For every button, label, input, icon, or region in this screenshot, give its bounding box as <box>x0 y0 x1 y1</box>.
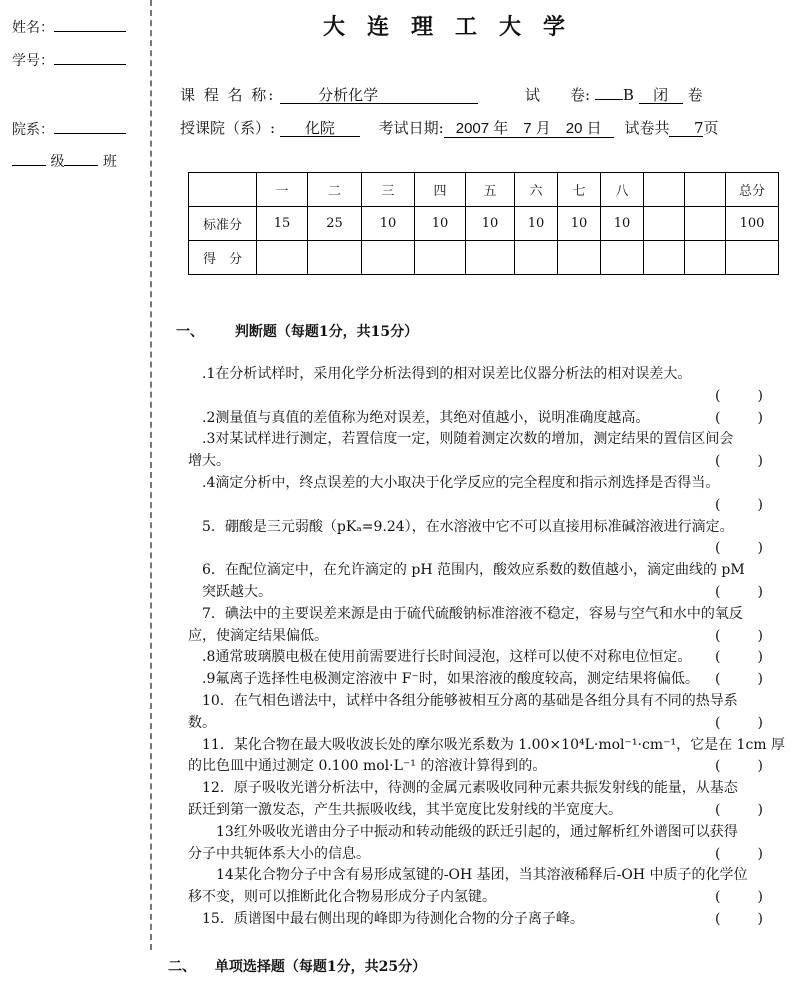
answer-blank[interactable] <box>715 386 763 408</box>
paren-open: ( <box>715 910 721 927</box>
paren-close: ) <box>757 714 763 731</box>
score-cell: 总分 <box>726 173 779 207</box>
paren-open: ( <box>715 540 721 557</box>
score-cell: 25 <box>308 207 362 241</box>
paren-open: ( <box>715 889 721 906</box>
question-text <box>188 865 763 887</box>
answer-blank[interactable] <box>715 626 763 648</box>
paren-close: ) <box>757 583 763 600</box>
pages-label: 试卷共 <box>624 119 670 137</box>
question-line: .3对某试样进行测定，若置信度一定，则随着测定次数的增加，测定结果的置信区间会 <box>188 431 734 448</box>
binding-line <box>150 0 152 950</box>
section2-number: 二、 <box>168 959 196 975</box>
score-input-cell[interactable] <box>466 241 515 275</box>
paren-open: ( <box>715 627 721 644</box>
question-line: 的比色皿中通过测定 0.100 mol·L⁻¹ 的溶液计算得到的。 <box>188 758 547 775</box>
question-item <box>188 909 763 931</box>
section2-title: 单项选择题（每题1分，共25分） <box>214 959 427 975</box>
answer-blank[interactable] <box>715 647 763 669</box>
question-line: 跃迁到第一激发态，产生共振吸收线，其半宽度比发射线的半宽度大。 <box>188 801 622 818</box>
answer-blank[interactable] <box>715 909 763 931</box>
question-text <box>188 604 763 626</box>
question-text <box>188 451 763 473</box>
answer-blank[interactable] <box>715 844 763 866</box>
score-input-cell[interactable] <box>515 241 558 275</box>
question-line: .1在分析试样时，采用化学分析法得到的相对误差比仪器分析法的相对误差大。 <box>188 366 692 382</box>
answer-blank[interactable] <box>715 408 763 430</box>
paren-open: ( <box>715 453 721 470</box>
paren-close: ) <box>757 889 763 906</box>
question-text <box>188 517 763 539</box>
paren-open: ( <box>715 758 721 775</box>
name-label: 姓名： <box>12 20 54 36</box>
score-cell: 10 <box>601 207 644 241</box>
score-cell <box>644 207 685 241</box>
paren-open: ( <box>715 801 721 818</box>
paren-open: ( <box>715 496 721 513</box>
answer-blank[interactable] <box>715 756 763 778</box>
university-title: 大连理工大学 <box>322 14 587 40</box>
question-text <box>188 844 763 866</box>
paren-open: ( <box>715 649 721 666</box>
course-row <box>180 84 478 105</box>
score-table <box>188 172 779 275</box>
question-text <box>188 909 763 931</box>
question-line: 15．质谱图中最右侧出现的峰即为待测化合物的分子离子峰。 <box>188 910 584 927</box>
question-line: 13红外吸收光谱由分子中振动和转动能级的跃迁引起的，通过解析红外谱图可以获得 <box>188 823 738 840</box>
college-label: 授课院（系）: <box>180 119 276 137</box>
class-label: 班 <box>102 154 117 170</box>
question-text <box>188 735 786 757</box>
question-text <box>188 756 763 778</box>
paper-row <box>525 84 702 105</box>
grade-label: 级 <box>50 154 65 170</box>
question-line: 突跃越大。 <box>188 583 272 600</box>
question-line: .4滴定分析中，终点误差的大小取决于化学反应的完全程度和指示剂选择是否得当。 <box>188 474 720 491</box>
section1-title: 判断题（每题1分，共15分） <box>234 324 419 340</box>
question-item <box>188 822 763 866</box>
question-item <box>188 429 763 473</box>
score-cell: 10 <box>558 207 601 241</box>
question-text <box>188 669 763 691</box>
paper-label: 试 卷: <box>525 86 591 104</box>
question-text <box>188 647 763 669</box>
score-cell: 四 <box>415 173 466 207</box>
college-value: 化院 <box>280 120 360 137</box>
question-text <box>188 778 763 800</box>
paper-type: 闭 <box>639 87 683 104</box>
question-item <box>188 735 786 779</box>
paren-close: ) <box>757 910 763 927</box>
pages-suffix: 页 <box>703 119 719 137</box>
question-item <box>188 778 763 822</box>
score-header-row <box>189 173 779 207</box>
score-cell: 三 <box>362 173 415 207</box>
dept-label: 院系： <box>12 122 54 138</box>
question-text <box>188 582 763 604</box>
question-line: 11．某化合物在最大吸收波长处的摩尔吸光系数为 1.00×10⁴L·mol⁻¹·cm⁻¹，它是在 1cm 厚 <box>188 736 786 753</box>
score-input-cell[interactable] <box>601 241 644 275</box>
answer-blank[interactable] <box>715 887 763 909</box>
question-line: 7．碘法中的主要误差来源是由于硫代硫酸钠标准溶液不稳定，容易与空气和水中的氧反 <box>188 605 743 622</box>
college-row <box>180 117 719 138</box>
paren-close: ) <box>757 409 763 426</box>
question-text <box>188 560 763 582</box>
score-input-cell[interactable] <box>415 241 466 275</box>
paper-type-suffix: 卷 <box>687 86 703 104</box>
paren-close: ) <box>757 627 763 644</box>
question-item <box>188 408 763 430</box>
answer-blank[interactable] <box>715 800 763 822</box>
question-text <box>188 626 763 648</box>
id-field[interactable] <box>12 50 126 70</box>
question-text <box>188 800 763 822</box>
question-item <box>188 364 763 408</box>
paren-close: ) <box>757 649 763 666</box>
question-line: .8通常玻璃膜电极在使用前需要进行长时间浸泡，这样可以使不对称电位恒定。 <box>188 649 692 666</box>
grade-class-field[interactable] <box>12 151 117 171</box>
paren-open: ( <box>715 671 721 688</box>
question-line: 分子中共轭体系大小的信息。 <box>188 845 370 862</box>
question-item <box>188 560 763 604</box>
score-cell <box>685 207 726 241</box>
question-line: .2测量值与真值的差值称为绝对误差，其绝对值越小，说明准确度越高。 <box>188 409 650 426</box>
question-item <box>188 691 763 735</box>
question-text <box>188 429 763 451</box>
score-input-cell[interactable] <box>257 241 308 275</box>
question-line: 增大。 <box>188 453 230 470</box>
question-line: .9氟离子选择性电极测定溶液中 F⁻时，如果溶液的酸度较高，测定结果将偏低。 <box>188 671 699 688</box>
question-text <box>188 822 763 844</box>
paren-close: ) <box>757 845 763 862</box>
paren-close: ) <box>757 496 763 513</box>
paren-open: ( <box>715 409 721 426</box>
score-cell: 10 <box>515 207 558 241</box>
dept-field[interactable] <box>12 119 126 139</box>
paren-close: ) <box>757 758 763 775</box>
score-input-cell[interactable] <box>644 241 685 275</box>
score-cell <box>685 173 726 207</box>
question-text <box>188 887 763 909</box>
question-text <box>188 713 763 735</box>
answer-blank[interactable] <box>715 669 763 691</box>
id-label: 学号： <box>12 53 54 69</box>
paren-open: ( <box>715 714 721 731</box>
question-line: 12．原子吸收光谱分析法中，待测的金属元素吸收同种元素共振发射线的能量，从基态 <box>188 780 738 797</box>
score-cell: 10 <box>415 207 466 241</box>
paren-close: ) <box>757 453 763 470</box>
question-item <box>188 669 763 691</box>
paren-open: ( <box>715 583 721 600</box>
score-cell: 10 <box>362 207 415 241</box>
section1-number: 一、 <box>176 324 204 340</box>
score-cell: 100 <box>726 207 779 241</box>
score-input-cell[interactable] <box>558 241 601 275</box>
score-cell <box>189 173 257 207</box>
paper-value: B <box>622 86 634 104</box>
paren-close: ) <box>757 801 763 818</box>
question-line: 6．在配位滴定中，在允许滴定的 pH 范围内，酸效应系数的数值越小，滴定曲线的 pM <box>188 562 745 579</box>
question-item <box>188 517 763 561</box>
score-cell: 标准分 <box>189 207 257 241</box>
question-line: 5．硼酸是三元弱酸（pKₐ=9.24），在水溶液中它不可以直接用标准碱溶液进行滴定。 <box>188 518 734 535</box>
score-cell <box>644 173 685 207</box>
answer-blank[interactable] <box>715 451 763 473</box>
score-cell: 八 <box>601 173 644 207</box>
paren-open: ( <box>715 845 721 862</box>
answer-blank[interactable] <box>715 495 763 517</box>
score-cell: 七 <box>558 173 601 207</box>
score-input-cell[interactable] <box>362 241 415 275</box>
section1-heading <box>176 321 418 341</box>
date-label: 考试日期: <box>378 119 444 137</box>
score-cell: 六 <box>515 173 558 207</box>
question-item <box>188 604 763 648</box>
question-line: 应，使滴定结果偏低。 <box>188 627 328 644</box>
question-line: 移不变，则可以推断此化合物易形成分子内氢键。 <box>188 889 496 906</box>
score-cell: 二 <box>308 173 362 207</box>
question-text <box>188 364 763 386</box>
score-standard-row <box>189 207 779 241</box>
paren-close: ) <box>757 671 763 688</box>
paren-close: ) <box>757 540 763 557</box>
question-item <box>188 473 763 517</box>
question-line: 10．在气相色谱法中，试样中各组分能够被相互分离的基础是各组分具有不同的热导系 <box>188 692 738 709</box>
question-item <box>188 647 763 669</box>
score-input-cell[interactable] <box>685 241 726 275</box>
score-obtained-row <box>189 241 779 275</box>
question-item <box>188 865 763 909</box>
score-input-cell[interactable] <box>726 241 779 275</box>
answer-blank[interactable] <box>715 538 763 560</box>
question-text <box>188 408 763 430</box>
score-cell: 得 分 <box>189 241 257 275</box>
score-cell: 一 <box>257 173 308 207</box>
question-line: 14某化合物分子中含有易形成氢键的-OH 基团，当其溶液稀释后-OH 中质子的化学位 <box>188 867 748 884</box>
course-label: 课 程 名 称: <box>180 86 276 104</box>
answer-blank[interactable] <box>715 582 763 604</box>
score-input-cell[interactable] <box>308 241 362 275</box>
question-line: 数。 <box>188 714 216 731</box>
answer-blank[interactable] <box>715 713 763 735</box>
section2-heading <box>168 956 426 976</box>
question-text <box>188 691 763 713</box>
pages-value: 7 <box>669 120 703 137</box>
paren-close: ) <box>757 387 763 404</box>
score-cell: 10 <box>466 207 515 241</box>
score-cell: 15 <box>257 207 308 241</box>
paren-open: ( <box>715 387 721 404</box>
course-value: 分析化学 <box>280 87 478 104</box>
date-value: 2007 年 7 月 20 日 <box>444 121 614 138</box>
question-list <box>188 364 786 931</box>
score-cell: 五 <box>466 173 515 207</box>
question-text <box>188 473 763 495</box>
